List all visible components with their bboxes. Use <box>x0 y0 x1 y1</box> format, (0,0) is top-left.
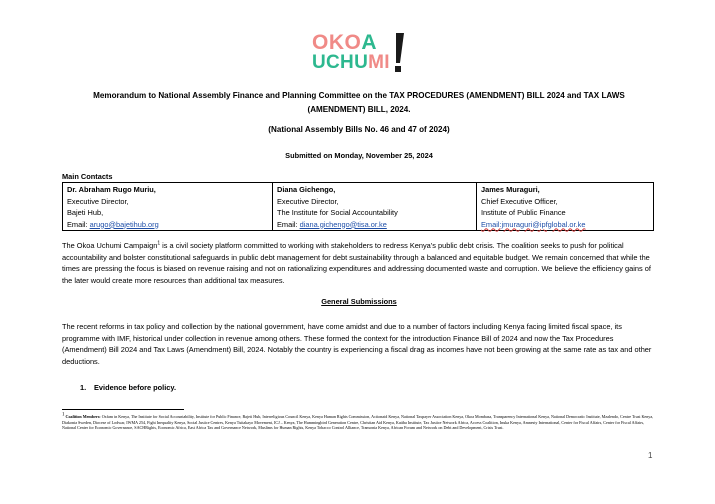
contact-email-link[interactable]: diana.gichengo@tisa.or.ke <box>299 219 387 229</box>
contact-org: The Institute for Social Accountability <box>277 208 398 217</box>
contact-cell <box>63 183 273 231</box>
exclamation-icon <box>391 32 405 76</box>
general-submissions-paragraph: The recent reforms in tax policy and collection by the national government, have come amidst and due to a number of factors including Kenya facing limited fiscal space, its programme with IMF, historical under collection in revenue among others. These formed the context for the introduction Finance Bill of 2024 and now the Tax Procedures (Amendment) Bill 2024 and Tax Laws (Amendment) Bill, 2024. Notably the country is experiencing a fiscal drag as incomes have not been growing at the same rate as tax and other deductions. <box>62 322 652 366</box>
email-label: Email: <box>277 219 300 229</box>
footnote-label: Coalition Members: <box>65 414 101 419</box>
logo-text-a: A <box>361 31 378 54</box>
contact-role: Chief Executive Officer, <box>481 196 558 206</box>
logo-text-uchu: UCHU <box>312 52 369 73</box>
footnote <box>62 414 656 431</box>
footnote-text: Oxfam in Kenya, The Institute for Social Accountability, Institute for Public Finance, Bajeti Hub, Interreligious Council Kenya, Kenya Human Rights Commission, Actionaid Kenya, National Taxpayer Association Kenya, Okoa Mombasa, Transparency International Kenya, National Democratic Institute, Mzalendo, Centre Trust Kenya, Diakonia Sweden, Diocese of Lodwar, IWMA 254, Fight Inequality Kenya, Social Justice Centres, Kenya Tuitakayo Movement, ICJ – Kenya, The Hummingbird Generation Centre, Christian Aid Kenya, Katiba Institute, Tax Justice Network Africa, Access Coalition, Inuka Kenya, Amnesty International, Center for Fiscal Affairs, Center for Fiscal Affairs, National Center for Economic Governance, SACHRights, Economic Africa, East Africa Tax and Governance Network, Muslims for Human Rights, Kenya Tobacco Control Alliance, Transonia Kenya, African Forum and Network on Debt and Development, Crisis Trust. <box>62 414 654 430</box>
numbered-heading <box>80 383 176 392</box>
contact-role: Executive Director, <box>67 196 129 206</box>
contact-name: Dr. Abraham Rugo Muriu, <box>67 185 156 194</box>
contact-name: Diana Gichengo, <box>277 185 336 194</box>
intro-text-start: The Okoa Uchumi Campaign <box>62 241 158 250</box>
contact-role: Executive Director, <box>277 196 339 206</box>
contact-cell <box>477 183 654 231</box>
logo-text-mi: MI <box>368 52 390 73</box>
memo-subtitle: (National Assembly Bills No. 46 and 47 of 2024) <box>268 125 450 134</box>
logo-text-oko: OKO <box>312 31 362 54</box>
footnote-reference[interactable]: 1 <box>157 240 161 247</box>
footnote-divider <box>62 409 184 410</box>
contact-name: James Muraguri, <box>481 185 540 194</box>
intro-text-rest: is a civil society platform committed to working with stakeholders to redress Kenya’s public debt crisis. The coalition seeks to push for political accountability and bolster constitutional safeguards in public debt management for debt sustainability through a balanced and equitable budget. We remain concerned that while the times are pressing the focus is biased on revenue raising and not on rationalizing expenditures and addressing documented waste and corruption. We believe the efficiency gains of the later would create more resources than additional tax measures. <box>62 241 651 285</box>
intro-paragraph <box>62 240 656 286</box>
section-heading: General Submissions <box>321 297 397 306</box>
contact-org: Bajeti Hub, <box>67 208 104 217</box>
contact-org: Institute of Public Finance <box>481 208 566 217</box>
footnote-mark: 1 <box>62 412 65 418</box>
contacts-heading: Main Contacts <box>62 172 113 181</box>
page-number: 1 <box>648 451 653 460</box>
contact-email-link[interactable]: Email:jmuraguri@ipfglobal.or.ke <box>481 219 586 229</box>
heading-text: Evidence before policy. <box>94 383 177 392</box>
email-label: Email: <box>67 219 90 229</box>
memo-title: Memorandum to National Assembly Finance and Planning Committee on the TAX PROCEDURES (AMENDMENT) BILL 2024 and TAX LAWS (AMENDMENT) BILL, 2024. <box>93 91 625 114</box>
heading-number: 1. <box>80 383 87 392</box>
contact-cell <box>273 183 477 231</box>
contacts-table <box>62 182 654 231</box>
contact-email-link[interactable]: arugo@bajetihub.org <box>89 219 159 229</box>
okoa-uchumi-logo <box>309 30 409 76</box>
submission-date: Submitted on Monday, November 25, 2024 <box>285 151 433 160</box>
contacts-row <box>63 183 654 231</box>
